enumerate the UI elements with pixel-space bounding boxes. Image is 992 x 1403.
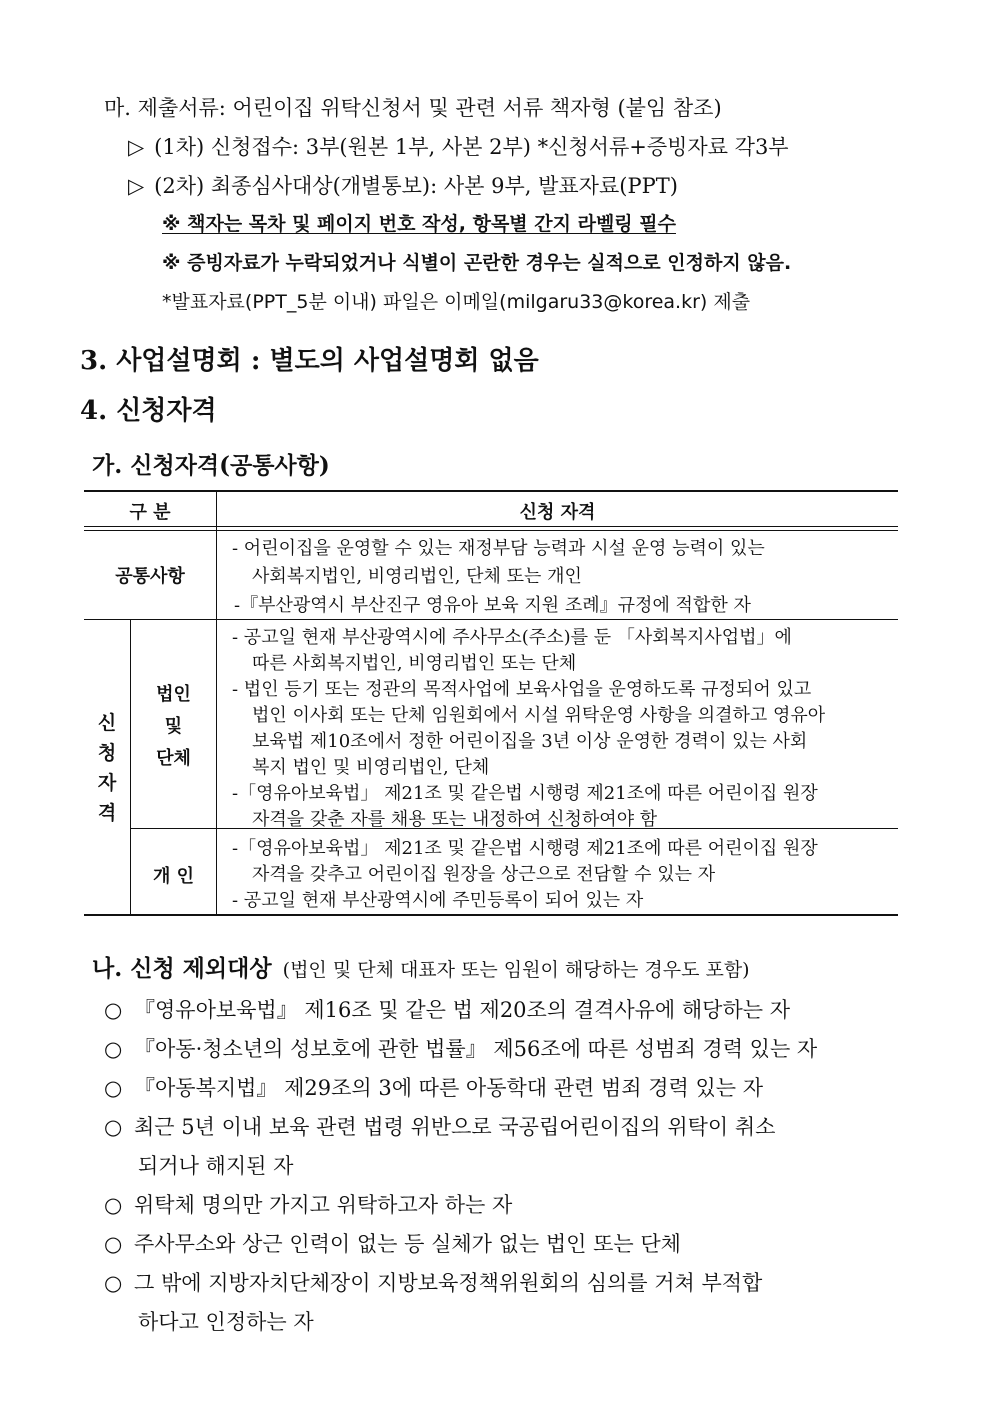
side-label-char: 신 xyxy=(97,712,117,734)
common-label: 공통사항 xyxy=(115,566,185,587)
table-header-gubun: 구 분 xyxy=(129,502,171,523)
common-line-1: - 어린이집을 운영할 수 있는 재정부담 능력과 시설 운영 능력이 있는 xyxy=(232,538,765,559)
exclusion-item-4 xyxy=(104,1111,775,1141)
circle-bullet-icon: ○ xyxy=(104,1193,123,1217)
exclusion-heading xyxy=(92,950,750,983)
qualification-table xyxy=(84,490,898,916)
side-label-char: 자 xyxy=(97,772,117,794)
submission-item-1 xyxy=(128,131,789,161)
corp-label-3: 단체 xyxy=(156,748,191,769)
submission-note-2: ※ 증빙자료가 누락되었거나 식별이 곤란한 경우는 실적으로 인정하지 않음. xyxy=(162,252,792,274)
triangle-right-icon: ▷ xyxy=(128,174,145,198)
submission-note-3: *발표자료(PPT_5분 이내) 파일은 이메일(milgaru33@korea.kr) 제출 xyxy=(162,291,751,313)
indiv-line-1: -「영유아보육법」 제21조 및 같은법 시행령 제21조에 따른 어린이집 원장 xyxy=(232,838,818,859)
exclusion-item-1 xyxy=(104,994,790,1024)
submission-item-2 xyxy=(128,170,678,200)
common-line-3: -『부산광역시 부산진구 영유아 보육 지원 조례』규정에 적합한 자 xyxy=(234,595,751,616)
corp-line-8: 자격을 갖춘 자를 채용 또는 내정하여 신청하여야 함 xyxy=(252,809,658,830)
indiv-label: 개 인 xyxy=(152,866,195,887)
corp-line-6: 복지 법인 및 비영리법인, 단체 xyxy=(252,757,490,778)
submission-note-1: ※ 책자는 목차 및 페이지 번호 작성, 항목별 간지 라벨링 필수 xyxy=(162,213,676,235)
circle-bullet-icon: ○ xyxy=(104,998,123,1022)
table-column-divider xyxy=(216,490,217,916)
corp-label-2: 및 xyxy=(164,716,183,737)
exclusion-item-5 xyxy=(104,1189,512,1219)
corp-line-3: - 법인 등기 또는 정관의 목적사업에 보육사업을 운영하도록 규정되어 있고 xyxy=(232,679,812,700)
table-top-border xyxy=(84,490,898,492)
corp-line-7: -「영유아보육법」 제21조 및 같은법 시행령 제21조에 따른 어린이집 원장 xyxy=(232,783,818,804)
exclusion-item-text: 『영유아보육법』 제16조 및 같은 법 제20조의 결격사유에 해당하는 자 xyxy=(134,998,790,1022)
indiv-line-2: 자격을 갖추고 어린이집 원장을 상근으로 전담할 수 있는 자 xyxy=(252,864,716,885)
submission-item-2-text: (2차) 최종심사대상(개별통보): 사본 9부, 발표자료(PPT) xyxy=(154,174,678,198)
exclusion-item-text: 그 밖에 지방자치단체장이 지방보육정책위원회의 심의를 거쳐 부적합 xyxy=(134,1271,763,1295)
exclusion-item-2 xyxy=(104,1033,817,1063)
exclusion-item-text: 주사무소와 상근 인력이 없는 등 실체가 없는 법인 또는 단체 xyxy=(134,1232,681,1256)
corp-line-1: - 공고일 현재 부산광역시에 주사무소(주소)를 둔 「사회복지사업법」에 xyxy=(232,627,792,648)
circle-bullet-icon: ○ xyxy=(104,1076,123,1100)
triangle-right-icon: ▷ xyxy=(128,135,145,159)
exclusion-item-text: 위탁체 명의만 가지고 위탁하고자 하는 자 xyxy=(134,1193,513,1217)
exclusion-item-4-cont: 되거나 해지된 자 xyxy=(138,1154,294,1178)
submission-title: 마. 제출서류: 어린이집 위탁신청서 및 관련 서류 책자형 (붙임 참조) xyxy=(104,96,722,120)
corp-label-1: 법인 xyxy=(156,684,191,705)
exclusion-item-text: 『아동복지법』 제29조의 3에 따른 아동학대 관련 범죄 경력 있는 자 xyxy=(134,1076,764,1100)
circle-bullet-icon: ○ xyxy=(104,1037,123,1061)
table-header-divider-b xyxy=(84,530,898,531)
submission-item-1-text: (1차) 신청접수: 3부(원본 1부, 사본 2부) *신청서류+증빙자료 각3부 xyxy=(154,135,789,159)
exclusion-item-6 xyxy=(104,1228,681,1258)
table-header-divider-a xyxy=(84,526,898,527)
side-label-char: 격 xyxy=(97,802,117,824)
section4-title: 4. 신청자격 xyxy=(80,396,217,426)
corp-line-4: 법인 이사회 또는 단체 임원회에서 시설 위탁운영 사항을 의결하고 영유아 xyxy=(252,705,826,726)
corp-line-5: 보육법 제10조에서 정한 어린이집을 3년 이상 운영한 경력이 있는 사회 xyxy=(252,731,808,752)
qualification-subtitle: 가. 신청자격(공통사항) xyxy=(92,452,330,479)
exclusion-item-text: 최근 5년 이내 보육 관련 법령 위반으로 국공립어린이집의 위탁이 취소 xyxy=(134,1115,776,1139)
indiv-line-3: - 공고일 현재 부산광역시에 주민등록이 되어 있는 자 xyxy=(232,890,644,911)
exclusion-item-text: 『아동·청소년의 성보호에 관한 법률』 제56조에 따른 성범죄 경력 있는 자 xyxy=(134,1037,818,1061)
side-label-char: 청 xyxy=(97,742,117,764)
exclusion-item-7-cont: 하다고 인정하는 자 xyxy=(138,1310,314,1334)
circle-bullet-icon: ○ xyxy=(104,1232,123,1256)
exclusion-title: 나. 신청 제외대상 xyxy=(92,955,272,982)
common-line-2: 사회복지법인, 비영리법인, 단체 또는 개인 xyxy=(252,566,582,587)
circle-bullet-icon: ○ xyxy=(104,1115,123,1139)
exclusion-item-3 xyxy=(104,1072,763,1102)
table-bottom-border xyxy=(84,914,898,916)
corp-line-2: 따른 사회복지법인, 비영리법인 또는 단체 xyxy=(252,653,577,674)
exclusion-title-note: (법인 및 단체 대표자 또는 임원이 해당하는 경우도 포함) xyxy=(282,959,750,981)
table-header-qualification: 신청 자격 xyxy=(519,502,596,523)
circle-bullet-icon: ○ xyxy=(104,1271,123,1295)
exclusion-item-7 xyxy=(104,1267,762,1297)
section3-title: 3. 사업설명회 : 별도의 사업설명회 없음 xyxy=(80,346,539,376)
table-row-divider xyxy=(84,619,898,620)
